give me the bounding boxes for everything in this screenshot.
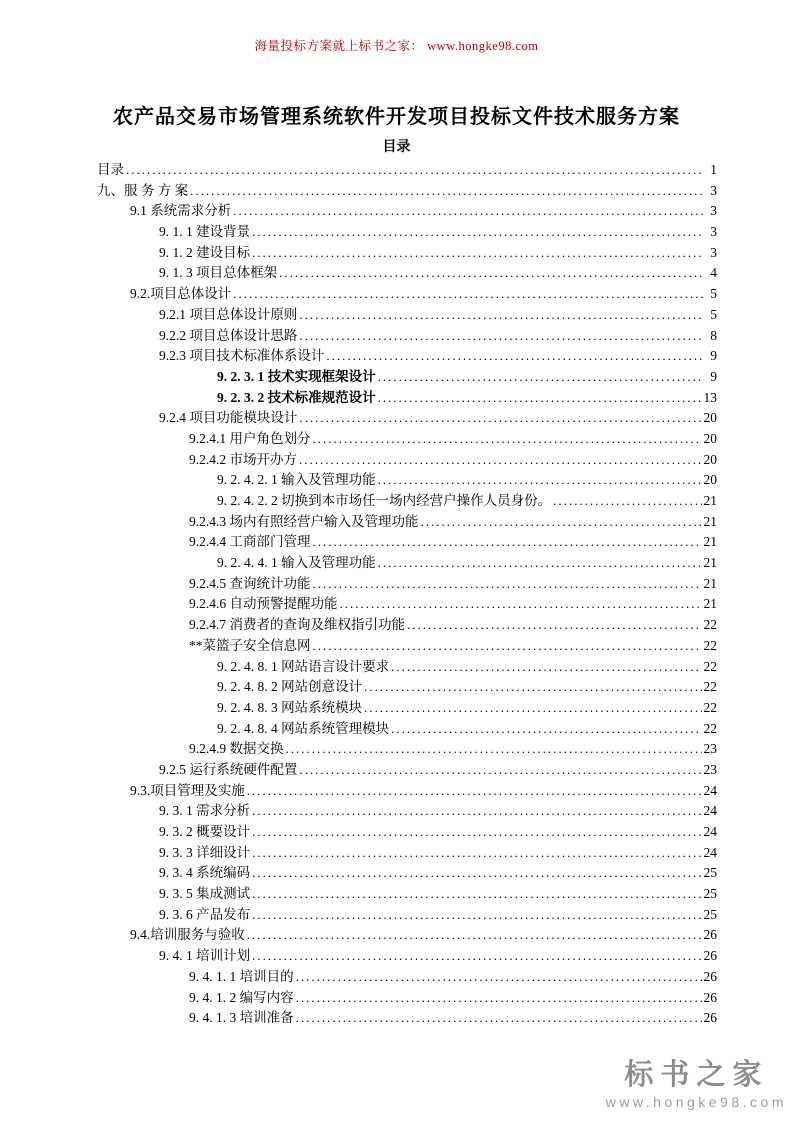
toc-entry[interactable] [97, 781, 717, 802]
toc-entry-label: 9.3.项目管理及实施 [130, 782, 245, 798]
toc-leader-dots [279, 263, 703, 284]
toc-entry[interactable] [97, 326, 717, 347]
toc-page-number: 22 [703, 679, 717, 695]
toc-entry[interactable] [97, 946, 717, 967]
toc-leader-dots [233, 201, 703, 222]
toc-entry[interactable] [97, 574, 717, 595]
toc-entry-label: 9. 2. 4. 8. 1 网站语言设计要求 [217, 658, 390, 674]
toc-entry[interactable] [97, 450, 717, 471]
toc-leader-dots [299, 305, 703, 326]
toc-page-number: 4 [710, 265, 717, 281]
watermark-url-text: www.hongke98.com [605, 1094, 787, 1110]
toc-entry-label: 9. 3. 6 产品发布 [159, 906, 251, 922]
toc-entry-label: 9.2.4.3 场内有照经营户输入及管理功能 [189, 513, 419, 529]
toc-entry-label: 9. 4. 1 培训计划 [159, 948, 251, 964]
toc-leader-dots [378, 553, 702, 574]
toc-leader-dots [364, 698, 701, 719]
toc-leader-dots [391, 657, 701, 678]
toc-entry[interactable] [97, 429, 717, 450]
toc-entry-label: 9. 1. 3 项目总体框架 [159, 265, 278, 281]
toc-page-number: 9 [710, 348, 717, 364]
toc-page-number: 3 [710, 203, 717, 219]
toc-entry[interactable] [97, 181, 717, 202]
toc-entry-label: 9.2.项目总体设计 [130, 286, 232, 302]
toc-leader-dots [252, 843, 701, 864]
toc-leader-dots [233, 284, 703, 305]
toc-leader-dots [421, 512, 702, 533]
toc-leader-dots [299, 326, 703, 347]
toc-page-number: 21 [703, 555, 717, 571]
toc-entry[interactable] [97, 594, 717, 615]
toc-entry-label: 9. 3. 1 需求分析 [159, 803, 251, 819]
toc-list [97, 160, 717, 1029]
toc-page-number: 3 [710, 244, 717, 260]
toc-page-number: 24 [703, 844, 717, 860]
toc-page-number: 22 [703, 658, 717, 674]
toc-entry-label: 9.2.4.4 工商部门管理 [189, 534, 311, 550]
toc-entry-label: 9. 3. 5 集成测试 [159, 886, 251, 902]
toc-entry-label: 9.2.3 项目技术标准体系设计 [159, 348, 325, 364]
toc-entry[interactable] [97, 201, 717, 222]
toc-entry[interactable] [97, 719, 717, 740]
toc-entry[interactable] [97, 988, 717, 1009]
toc-page-number: 26 [703, 968, 717, 984]
toc-entry-label: 9. 4. 1. 1 培训目的 [189, 968, 294, 984]
toc-leader-dots [252, 905, 701, 926]
toc-leader-dots [247, 781, 702, 802]
toc-entry-label: 9.2.4.5 查询统计功能 [189, 575, 311, 591]
toc-page-number: 25 [703, 865, 717, 881]
toc-page-number: 23 [703, 741, 717, 757]
toc-entry-label: 9.2.5 运行系统硬件配置 [159, 761, 298, 777]
toc-leader-dots [391, 719, 701, 740]
toc-leader-dots [190, 181, 703, 202]
toc-page-number: 26 [703, 948, 717, 964]
document-title: 农产品交易市场管理系统软件开发项目投标文件技术服务方案 [113, 106, 680, 128]
toc-entry[interactable] [97, 160, 717, 181]
toc-leader-dots [247, 925, 702, 946]
toc-leader-dots [378, 388, 702, 409]
toc-leader-dots [407, 615, 702, 636]
toc-leader-dots [286, 739, 702, 760]
toc-entry[interactable] [97, 284, 717, 305]
watermark-brand-text: 标书之家 [624, 1059, 769, 1091]
toc-page-number: 24 [703, 824, 717, 839]
toc-entry-label: 9.2.1 项目总体设计原则 [159, 306, 298, 322]
toc-entry-label: 目录 [97, 162, 124, 177]
toc-page-number: 9 [710, 368, 717, 384]
toc-leader-dots [252, 946, 701, 967]
toc-leader-dots [340, 594, 702, 615]
toc-page-number: 20 [703, 472, 717, 488]
toc-page-number: 22 [703, 720, 717, 736]
toc-entry-label: 9. 1. 2 建设目标 [159, 244, 251, 260]
toc-page-number: 26 [703, 989, 717, 1005]
toc-page-number: 21 [703, 575, 717, 591]
toc-entry[interactable] [97, 967, 717, 988]
toc-entry[interactable] [97, 698, 717, 719]
toc-page-number: 23 [703, 761, 717, 777]
toc-entry[interactable] [97, 739, 717, 760]
toc-page-number: 25 [703, 906, 717, 922]
toc-page-number: 22 [703, 637, 717, 653]
toc-leader-dots [296, 1008, 702, 1029]
toc-entry[interactable] [97, 346, 717, 367]
toc-entry[interactable] [97, 263, 717, 284]
toc-entry-label: 9. 1. 1 建设背景 [159, 224, 251, 240]
toc-page-number: 22 [703, 699, 717, 715]
toc-entry[interactable] [97, 1008, 717, 1029]
toc-entry-label: 9. 3. 3 详细设计 [159, 844, 251, 860]
toc-entry[interactable] [97, 470, 717, 491]
toc-leader-dots [299, 760, 701, 781]
toc-leader-dots [378, 367, 703, 388]
toc-entry-label: 9.2.2 项目总体设计思路 [159, 327, 298, 343]
watermark-logo [606, 1052, 787, 1110]
toc-entry[interactable] [97, 760, 717, 781]
toc-entry-label: 9. 2. 3. 2 技术标准规范设计 [217, 389, 376, 405]
toc-entry-label: 9. 4. 1. 3 培训准备 [189, 1010, 294, 1026]
toc-leader-dots [126, 160, 703, 181]
toc-heading: 目录 [382, 140, 411, 155]
toc-leader-dots [252, 884, 701, 905]
toc-leader-dots [313, 532, 702, 553]
toc-entry[interactable] [97, 843, 717, 864]
toc-leader-dots [299, 408, 701, 429]
toc-entry-label: 9. 2. 4. 8. 2 网站创意设计 [217, 679, 363, 695]
toc-page-number: 20 [703, 430, 717, 446]
toc-page-number: 21 [703, 534, 717, 550]
toc-leader-dots [313, 636, 702, 657]
toc-page-number: 26 [703, 927, 717, 943]
toc-entry[interactable] [97, 512, 717, 533]
toc-entry-label: 九、服 务 方 案 [97, 182, 189, 198]
toc-entry-label: 9. 2. 4. 2. 1 输入及管理功能 [217, 472, 376, 488]
toc-page-number: 5 [710, 286, 717, 302]
toc-entry-label: 9.2.4 项目功能模块设计 [159, 410, 298, 426]
toc-entry[interactable] [97, 822, 717, 843]
toc-entry[interactable] [97, 905, 717, 926]
toc-leader-dots [378, 470, 702, 491]
toc-leader-dots [252, 801, 701, 822]
toc-leader-dots [364, 677, 701, 698]
toc-entry[interactable] [97, 863, 717, 884]
toc-entry[interactable] [97, 222, 717, 243]
toc-entry-label: **菜篮子安全信息网 [189, 637, 311, 653]
toc-entry-label: 9.2.4.2 市场开办方 [189, 451, 297, 467]
toc-leader-dots [299, 450, 702, 471]
toc-leader-dots [252, 822, 701, 843]
toc-page-number: 21 [703, 493, 717, 508]
page-header-text: 海量投标方案就上标书之家： www.hongke98.com [254, 39, 539, 53]
toc-entry-label: 9.2.4.9 数据交换 [189, 741, 284, 757]
toc-page-number: 5 [710, 306, 717, 322]
toc-leader-dots [553, 491, 701, 512]
toc-entry-label: 9.2.4.7 消费者的查询及维权指引功能 [189, 617, 405, 633]
toc-page-number: 24 [703, 803, 717, 819]
toc-entry-label: 9. 2. 3. 1 技术实现框架设计 [217, 368, 376, 384]
toc-entry[interactable] [97, 636, 717, 657]
toc-leader-dots [313, 429, 702, 450]
toc-entry[interactable] [97, 925, 717, 946]
toc-entry[interactable] [97, 408, 717, 429]
toc-entry[interactable] [97, 677, 717, 698]
toc-leader-dots [296, 967, 702, 988]
toc-page-number: 26 [703, 1010, 717, 1026]
toc-leader-dots [326, 346, 703, 367]
toc-leader-dots [313, 574, 702, 595]
toc-entry[interactable] [97, 305, 717, 326]
toc-entry-label: 9.2.4.6 自动预警提醒功能 [189, 596, 338, 612]
toc-page-number: 20 [703, 410, 717, 426]
toc-page-number: 20 [703, 451, 717, 467]
toc-entry-label: 9. 2. 4. 4. 1 输入及管理功能 [217, 555, 376, 571]
toc-page-number: 21 [703, 513, 717, 529]
toc-entry-label: 9. 2. 4. 8. 3 网站系统模块 [217, 699, 363, 715]
toc-leader-dots [252, 243, 703, 264]
toc-entry[interactable] [97, 367, 717, 388]
toc-page-number: 1 [710, 162, 717, 177]
toc-entry[interactable] [97, 491, 717, 512]
toc-page-number: 21 [703, 596, 717, 612]
toc-entry[interactable] [97, 243, 717, 264]
toc-page-number: 3 [710, 182, 717, 198]
toc-entry-label: 9. 3. 2 概要设计 [159, 824, 251, 839]
toc-leader-dots [252, 863, 701, 884]
toc-leader-dots [296, 988, 702, 1009]
toc-leader-dots [252, 222, 703, 243]
toc-page-number: 24 [703, 782, 717, 798]
toc-page-number: 8 [710, 327, 717, 343]
toc-entry-label: 9. 2. 4. 2. 2 切换到本市场任一场内经营户操作人员身份。 [217, 493, 552, 508]
toc-page-number: 22 [703, 617, 717, 633]
toc-entry[interactable] [97, 553, 717, 574]
toc-entry[interactable] [97, 801, 717, 822]
toc-entry-label: 9. 4. 1. 2 编写内容 [189, 989, 294, 1005]
toc-entry-label: 9. 3. 4 系统编码 [159, 865, 251, 881]
toc-entry[interactable] [97, 615, 717, 636]
toc-entry-label: 9.4.培训服务与验收 [130, 927, 245, 943]
toc-entry[interactable] [97, 388, 717, 409]
toc-entry[interactable] [97, 884, 717, 905]
toc-entry-label: 9.1 系统需求分析 [130, 203, 232, 219]
toc-page-number: 25 [703, 886, 717, 902]
toc-entry-label: 9. 2. 4. 8. 4 网站系统管理模块 [217, 720, 390, 736]
toc-page-number: 3 [710, 224, 717, 240]
toc-entry[interactable] [97, 657, 717, 678]
toc-entry[interactable] [97, 532, 717, 553]
toc-page-number: 13 [703, 389, 717, 405]
toc-entry-label: 9.2.4.1 用户角色划分 [189, 430, 311, 446]
